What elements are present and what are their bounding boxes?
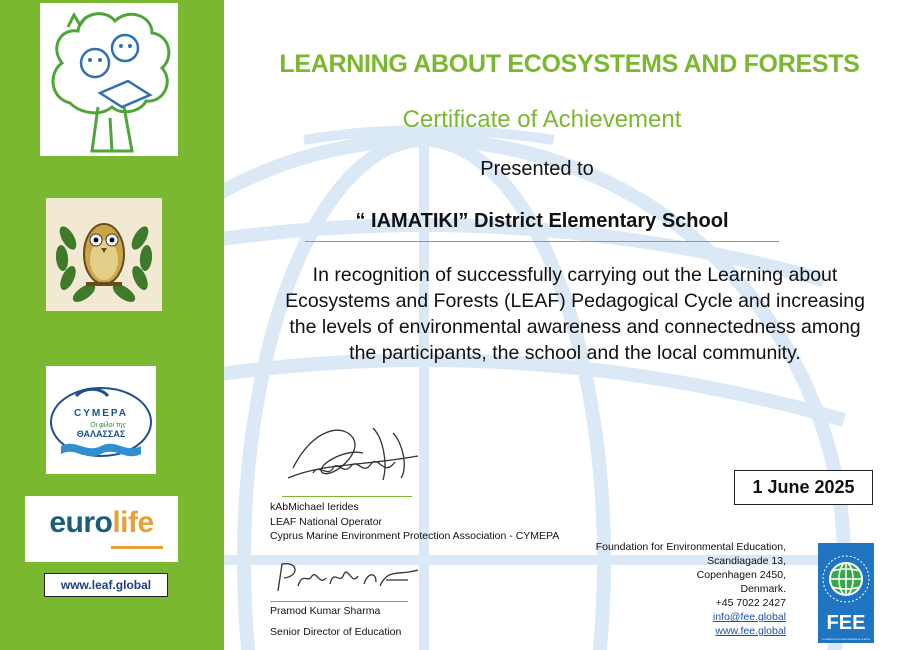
sidebar (0, 0, 224, 650)
cymepa-tagline: Οι φίλοι της (90, 422, 126, 429)
certificate-subtitle: Certificate of Achievement (402, 106, 682, 133)
signer-1-block (270, 500, 559, 544)
fee-address-block (596, 540, 786, 638)
fee-logo (818, 543, 874, 643)
fee-website-link[interactable]: www.fee.global (715, 625, 786, 637)
certificate-date: 1 June 2025 (734, 470, 873, 505)
eurolife-logo (25, 496, 178, 562)
recognition-text: In recognition of successfully carrying out the Learning about Ecosystems and Forests (LEAF) Pedagogical Cycle and increasing the levels of environmental awareness and connectedness among the participants, the school and the local community. (285, 264, 865, 364)
address-line-2: Scandiagade 13, (707, 555, 786, 567)
fee-globe-icon (818, 543, 874, 643)
address-line-4: Denmark. (740, 583, 786, 595)
signature-2-line (270, 601, 408, 602)
cyprus-emblem-logo (46, 198, 162, 311)
signature-1-line (282, 496, 412, 497)
signature-1-image (283, 418, 423, 498)
signature-2-image (268, 556, 428, 596)
fee-label: FEE (826, 612, 866, 634)
leaf-tree-logo (40, 3, 178, 156)
signer-1-org: Cyprus Marine Environment Protection Association - CYMEPA (270, 530, 560, 542)
certificate-title: LEARNING ABOUT ECOSYSTEMS AND FORESTS (279, 50, 860, 78)
recipient-underline (305, 241, 779, 242)
tree-icon (40, 3, 178, 156)
cymepa-wave-icon (46, 366, 156, 474)
leaf-website-link[interactable]: www.leaf.global (44, 573, 168, 597)
presented-to-label: Presented to (480, 158, 594, 180)
fee-email-link[interactable]: info@fee.global (712, 611, 786, 623)
recipient-name: “ IAMATIKI” District Elementary School (355, 210, 729, 232)
signer-1-name: kAbMichael Ierides (270, 501, 359, 513)
cymepa-sea: ΘΑΛΑΣΣΑΣ (76, 429, 126, 439)
cymepa-logo (46, 366, 156, 474)
address-line-1: Foundation for Environmental Education, (595, 541, 786, 553)
address-line-3: Copenhagen 2450, (696, 569, 786, 581)
signer-1-role: LEAF National Operator (270, 515, 383, 528)
signer-2-role: Senior Director of Education (270, 626, 402, 638)
eurolife-wordmark: eurolife (49, 506, 154, 539)
eurolife-underline (111, 546, 163, 549)
cymepa-name: CYMEPA (73, 408, 129, 419)
signer-2-name: Pramod Kumar Sharma (270, 605, 381, 617)
address-phone: +45 7022 2427 (715, 597, 786, 609)
owl-emblem-icon (46, 198, 162, 311)
fee-ring-text: FOUNDATION FOR ENVIRONMENTAL EDUCATION (822, 639, 870, 641)
